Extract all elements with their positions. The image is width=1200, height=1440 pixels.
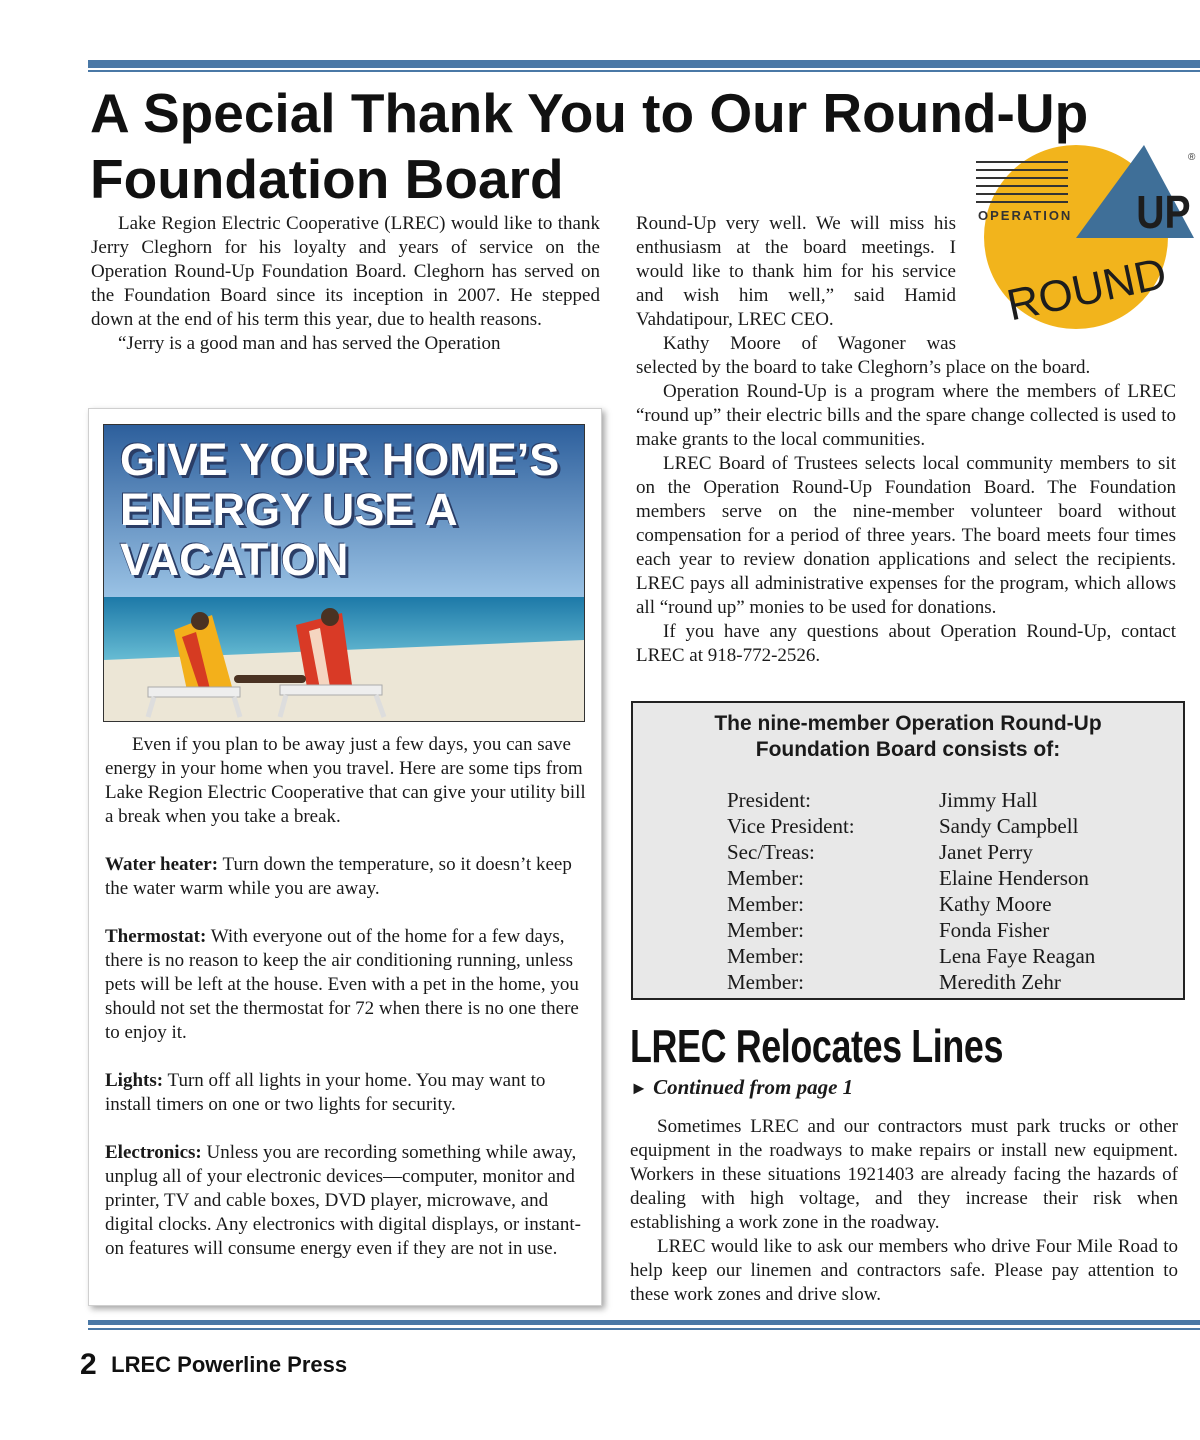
article-paragraph: LREC Board of Trustees selects local community members to sit on the Operation Round-Up Foundation Board. The Foundation members serve on the nine-member volunteer board without compensation for a period of three years. The board meets four times each year to review donation applications and select the recipients. LREC pays all administrative expenses for the program, which allows all “round up” monies to be used for donations. [636, 453, 1176, 618]
board-member-name: Sandy Campbell [939, 814, 1079, 838]
play-arrow-icon: ► [630, 1078, 648, 1098]
board-member-row [727, 787, 1157, 813]
energy-tips-box [88, 408, 602, 1306]
publication-name: LREC Powerline Press [111, 1352, 348, 1377]
board-member-row [727, 865, 1157, 891]
tip-text: Turn down the temperature, so it doesn’t keep the water warm while you are away. [105, 854, 572, 899]
board-title-line2: Foundation Board consists of: [755, 738, 1061, 761]
board-members-box [631, 701, 1185, 1000]
board-member-row [727, 891, 1157, 917]
relocates-heading: LREC Relocates Lines [630, 1020, 1004, 1072]
tip-item [105, 925, 589, 1045]
tips-body [105, 733, 589, 1261]
board-role: Member: [727, 892, 804, 916]
logo-operation-text: OPERATION [978, 208, 1073, 223]
article-paragraph: Kathy Moore of Wagoner was selected by the board to take Cleghorn’s place on the board. [636, 333, 1091, 378]
article-left-column [91, 212, 600, 356]
headline: A Special Thank You to Our Round-Up Foundation Board [90, 82, 1089, 210]
board-role: Member: [727, 970, 804, 994]
article-paragraph: LREC would like to ask our members who drive Four Mile Road to help keep our linemen and contractors safe. Please pay attention to these work zones and drive slow. [630, 1236, 1178, 1305]
logo-up-text: UP [1136, 187, 1191, 239]
continued-from-page [630, 1075, 853, 1100]
board-role: Member: [727, 944, 804, 968]
tips-title [120, 435, 580, 585]
bottom-rule [88, 1320, 1200, 1325]
board-member-row [727, 969, 1157, 995]
board-member-name: Fonda Fisher [939, 918, 1050, 942]
tip-label: Lights: [105, 1070, 164, 1091]
tip-label: Water heater: [105, 854, 219, 875]
tip-text: With everyone out of the home for a few days, there is no reason to keep the air conditioning running, unless pets will be left at the house. Even with a pet in the home, you should not set the thermostat for 72 when there is no one there to enjoy it. [105, 926, 579, 1043]
bottom-rule-thin [88, 1328, 1200, 1330]
board-member-name: Kathy Moore [939, 892, 1052, 916]
board-title-line1: The nine-member Operation Round-Up [714, 712, 1102, 735]
board-member-name: Lena Faye Reagan [939, 944, 1096, 968]
logo-round-text: ROUND [1002, 248, 1171, 330]
logo-registered-mark: ® [1188, 152, 1196, 163]
board-member-row [727, 839, 1157, 865]
article-right-column [636, 212, 1176, 668]
board-member-name: Elaine Henderson [939, 866, 1089, 890]
tips-intro: Even if you plan to be away just a few days, you can save energy in your home when you travel. Here are some tips from Lake Region Electric Cooperative that can give your utility bill a break when you take a break. [105, 734, 586, 827]
board-box-title [633, 711, 1183, 763]
continued-text: Continued from page 1 [653, 1075, 854, 1099]
board-member-name: Jimmy Hall [939, 788, 1038, 812]
board-members-list [727, 787, 1157, 995]
article-paragraph: Lake Region Electric Cooperative (LREC) would like to thank Jerry Cleghorn for his loyalty and years of service on the Operation Round-Up Foundation Board. Cleghorn has served on the Foundation Board since its inception in 2007. He stepped down at the end of his term this year, due to health reasons. [91, 213, 600, 330]
board-member-row [727, 813, 1157, 839]
page-footer [80, 1348, 347, 1382]
tip-item [105, 853, 589, 901]
article-paragraph: “Jerry is a good man and has served the Operation [118, 333, 501, 354]
article-paragraph: If you have any questions about Operation Round-Up, contact LREC at 918-772-2526. [636, 621, 1176, 666]
relocates-body [630, 1115, 1178, 1307]
tips-title-text: GIVE YOUR HOME’S ENERGY USE A VACATION [120, 434, 560, 585]
beach-photo [103, 424, 585, 722]
board-member-row [727, 917, 1157, 943]
board-role: Sec/Treas: [727, 840, 815, 864]
tip-label: Thermostat: [105, 926, 207, 947]
board-role: President: [727, 788, 811, 812]
tip-text: Turn off all lights in your home. You may want to install timers on one or two lights for security. [105, 1070, 546, 1115]
board-member-name: Meredith Zehr [939, 970, 1061, 994]
top-rule [88, 60, 1200, 68]
page-number: 2 [80, 1348, 97, 1381]
tip-label: Electronics: [105, 1142, 202, 1163]
board-role: Member: [727, 918, 804, 942]
article-paragraph: Operation Round-Up is a program where the members of LREC “round up” their electric bills and the spare change collected is used to make grants to the local communities. [636, 381, 1176, 450]
article-paragraph: Round-Up very well. We will miss his enthusiasm at the board meetings. I would like to thank him for his service and wish him well,” said Hamid Vahdatipour, LREC CEO. [636, 213, 956, 330]
tip-item [105, 1069, 589, 1117]
article-paragraph: Sometimes LREC and our contractors must park trucks or other equipment in the roadways to make repairs or install new equipment. Workers in these situations 1921403 are already facing the hazards of dealing with high voltage, and they increase their risk when establishing a work zone in the roadway. [630, 1116, 1178, 1233]
board-member-name: Janet Perry [939, 840, 1033, 864]
tip-item [105, 1141, 589, 1261]
logo-wrap-space [956, 192, 1176, 347]
board-member-row [727, 943, 1157, 969]
top-rule-thin [88, 70, 1200, 72]
board-role: Member: [727, 866, 804, 890]
tip-text: Unless you are recording something while away, unplug all of your electronic devices—computer, monitor and printer, TV and cable boxes, DVD player, microwave, and digital clocks. Any electronics with digital displays, or instant-on features will consume energy even if they are not in use. [105, 1142, 581, 1259]
board-role: Vice President: [727, 814, 855, 838]
